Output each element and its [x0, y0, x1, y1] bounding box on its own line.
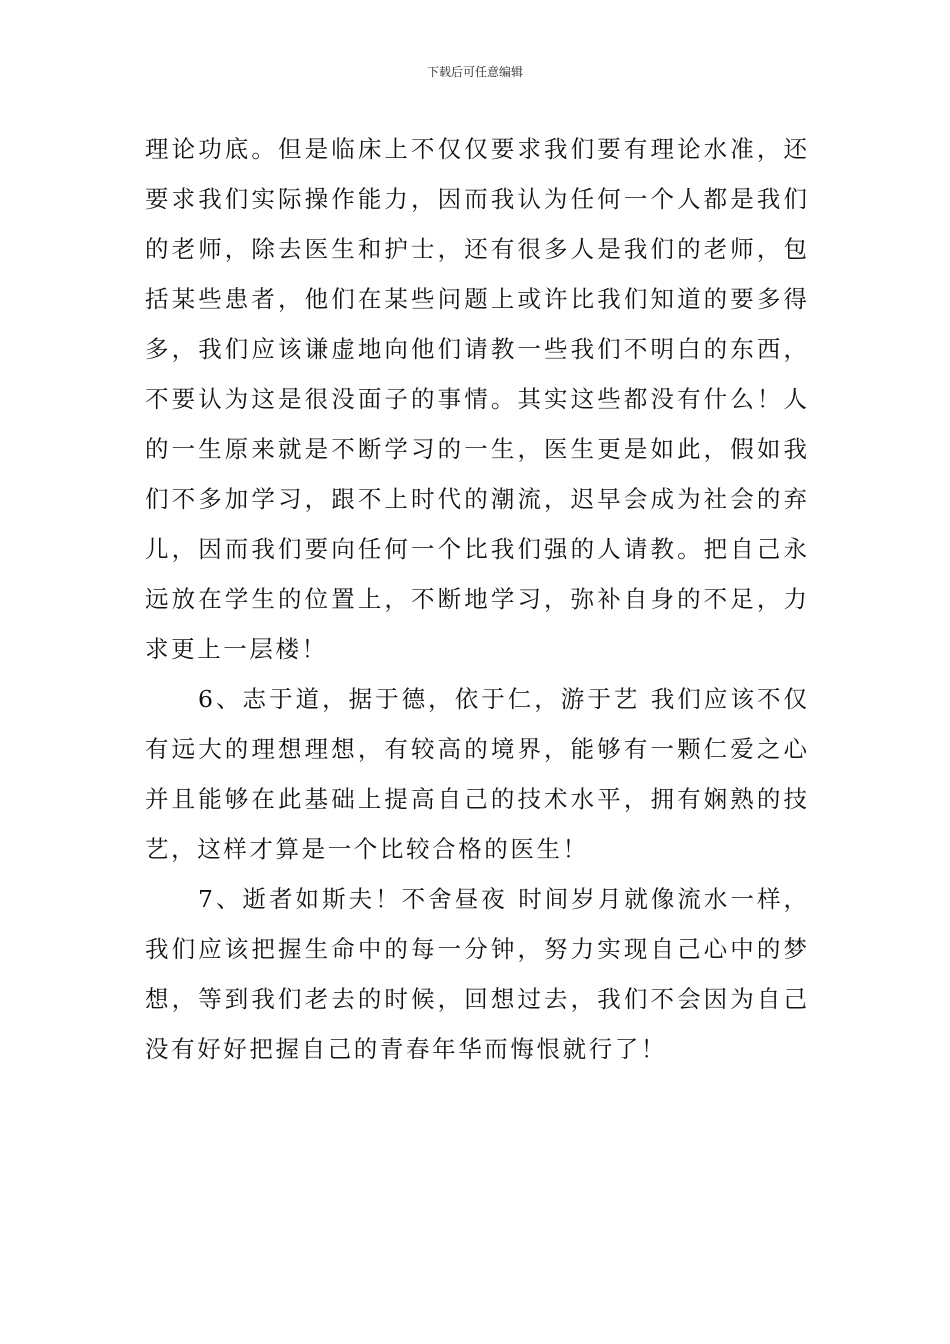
paragraph-2	[145, 674, 807, 874]
text-line: 括某些患者，他们在某些问题上或许比我们知道的要多得	[145, 285, 807, 313]
text-line: 不要认为这是很没面子的事情。其实这些都没有什么！人	[145, 385, 807, 413]
text-line: 求更上一层楼！	[145, 635, 328, 663]
text-line: 远放在学生的位置上，不断地学习，弥补自身的不足，力	[145, 585, 807, 613]
text-line: 6、志于道，据于德，依于仁，游于艺 我们应该不仅	[198, 685, 807, 713]
document-body	[145, 124, 807, 1074]
text-line: 并且能够在此基础上提高自己的技术水平，拥有娴熟的技	[145, 785, 807, 813]
text-line: 7、逝者如斯夫！不舍昼夜 时间岁月就像流水一样，	[198, 885, 807, 913]
text-line: 没有好好把握自己的青春年华而悔恨就行了！	[145, 1035, 667, 1063]
text-line: 要求我们实际操作能力，因而我认为任何一个人都是我们	[145, 185, 807, 213]
paragraph-3	[145, 874, 807, 1074]
text-line: 有远大的理想理想，有较高的境界，能够有一颗仁爱之心	[145, 735, 807, 763]
page-header: 下载后可任意编辑	[426, 65, 523, 79]
text-line: 理论功底。但是临床上不仅仅要求我们要有理论水准，还	[145, 135, 807, 163]
paragraph-1	[145, 124, 807, 674]
text-line: 儿，因而我们要向任何一个比我们强的人请教。把自己永	[145, 535, 807, 563]
text-line: 的一生原来就是不断学习的一生，医生更是如此，假如我	[145, 435, 807, 463]
text-line: 想，等到我们老去的时候，回想过去，我们不会因为自己	[145, 985, 807, 1013]
text-line: 我们应该把握生命中的每一分钟，努力实现自己心中的梦	[145, 935, 807, 963]
text-line: 的老师，除去医生和护士，还有很多人是我们的老师，包	[145, 235, 807, 263]
text-line: 多，我们应该谦虚地向他们请教一些我们不明白的东西，	[145, 335, 807, 363]
text-line: 们不多加学习，跟不上时代的潮流，迟早会成为社会的弃	[145, 485, 807, 513]
text-line: 艺，这样才算是一个比较合格的医生！	[145, 835, 589, 863]
